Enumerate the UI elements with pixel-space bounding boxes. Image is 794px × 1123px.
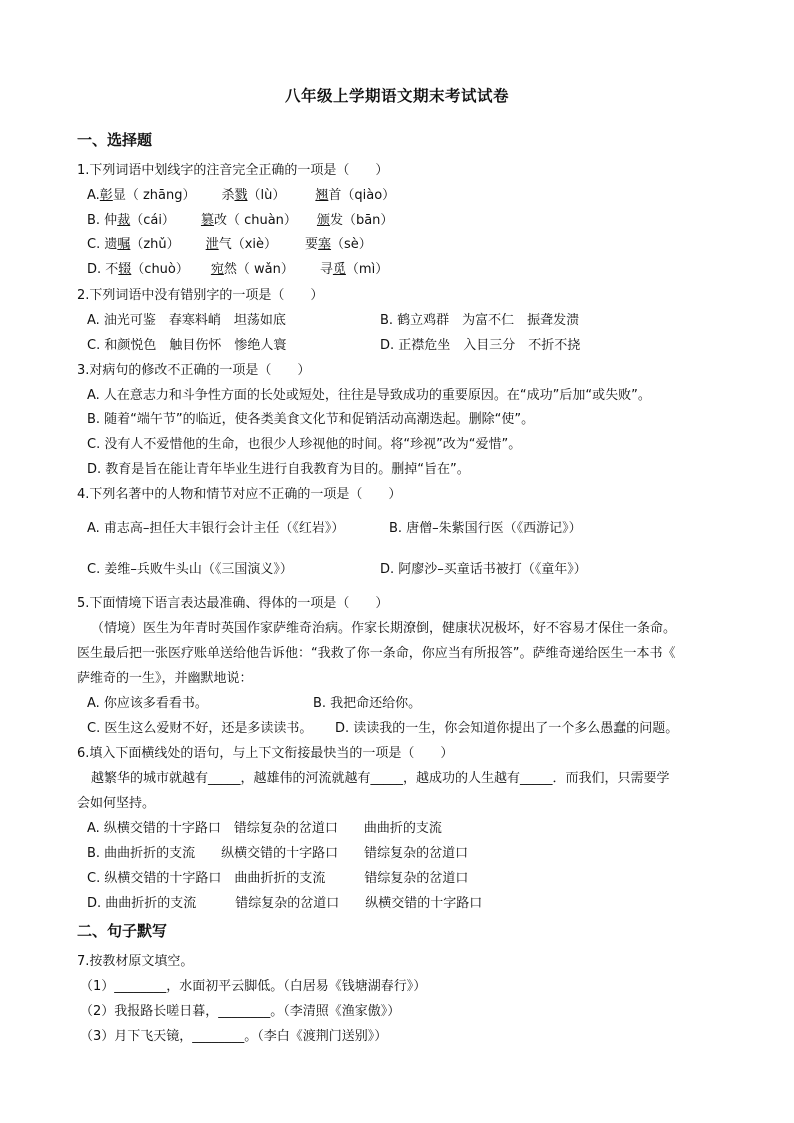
question-1-option-a — [87, 188, 395, 204]
question-2-stem: 2.下列词语中没有错别字的一项是（ ） — [77, 288, 324, 303]
question-6-option-d: D. 曲曲折折的支流 错综复杂的岔道口 纵横交错的十字路口 — [87, 896, 483, 911]
option-label: B. 仲 — [87, 213, 118, 228]
underlined-char: 觅 — [332, 262, 346, 277]
underlined-char: 彰 — [99, 188, 113, 203]
pinyin: 显（ zhāng） — [112, 188, 196, 203]
question-5-option-a: A. 你应该多看看书。 — [87, 696, 208, 711]
word-part: 要 — [305, 237, 319, 252]
question-3-option-c: C. 没有人不爱惜他的生命，也很少人珍视他的时间。将“珍视”改为“爱惜”。 — [87, 437, 522, 452]
page-title: 八年级上学期语文期末考试试卷 — [284, 87, 509, 105]
section-heading-choice: 一、选择题 — [77, 131, 153, 149]
question-4-stem: 4.下列名著中的人物和情节对应不正确的一项是（ ） — [77, 487, 402, 502]
pinyin: （cái） — [130, 213, 175, 228]
question-2-option-b: B. 鹤立鸡群 为富不仁 振聋发溃 — [380, 313, 580, 328]
question-6-context-line-2: 会如何坚持。 — [77, 796, 156, 811]
word-part: 寻 — [319, 262, 333, 277]
underlined-char: 裁 — [117, 213, 131, 228]
question-5-context-line-2: 医生最后把一张医疗账单送给他告诉他：“我救了你一条命，你应当有所报答”。萨维奇递给医生一本书《 — [77, 646, 676, 661]
question-3-option-b: B. 随着“端午节”的临近，使各类美食文化节和促销活动高潮迭起。删除“使”。 — [87, 412, 535, 427]
pinyin: 发（bān） — [329, 213, 394, 228]
question-5-stem: 5.下面情境下语言表达最准确、得体的一项是（ ） — [77, 596, 389, 611]
question-4-option-b: B. 唐僧–朱紫国行医（《西游记》） — [389, 521, 582, 536]
question-3-option-a: A. 人在意志力和斗争性方面的长处或短处，往往是导致成功的重要原因。在“成功”后加“或失败”。 — [87, 388, 651, 403]
question-7-line-3: （3）月下飞天镜，________。（李白《渡荆门送别》） — [80, 1029, 388, 1044]
option-label: C. 遗 — [87, 237, 118, 252]
question-6-option-b: B. 曲曲折折的支流 纵横交错的十字路口 错综复杂的岔道口 — [87, 846, 469, 861]
underlined-char: 嘱 — [117, 237, 131, 252]
underlined-char: 篡 — [200, 213, 214, 228]
pinyin: （mì） — [345, 262, 389, 277]
question-2-option-d: D. 正襟危坐 入目三分 不折不挠 — [380, 338, 581, 353]
underlined-char: 宛 — [210, 262, 224, 277]
question-5-option-c: C. 医生这么爱财不好，还是多读读书。 — [87, 721, 313, 736]
question-3-stem: 3.对病句的修改不正确的一项是（ ） — [77, 363, 311, 378]
question-7-line-2: （2）我报路长嗟日暮，________。（李清照《渔家傲》） — [80, 1004, 401, 1019]
question-2-option-c: C. 和颜悦色 触目伤怀 惨绝人寰 — [87, 338, 287, 353]
word-part: 杀 — [221, 188, 235, 203]
section-heading-recitation: 二、句子默写 — [77, 922, 168, 940]
pinyin: 改（ chuàn） — [213, 213, 297, 228]
question-7-stem: 7.按教材原文填空。 — [77, 954, 194, 969]
question-5-context-line-1: （情境）医生为年青时英国作家萨维奇治病。作家长期潦倒，健康状况极坏，好不容易才保住一条命。 — [91, 621, 677, 636]
question-6-context-line-1: 越繁华的城市就越有_____，越雄伟的河流就越有_____，越成功的人生越有_____．而我们，只需要学 — [91, 771, 670, 786]
question-3-option-d: D. 教育是旨在能让青年毕业生进行自我教育为目的。删掉“旨在”。 — [87, 462, 470, 477]
underlined-char: 戮 — [234, 188, 248, 203]
underlined-char: 塞 — [318, 237, 332, 252]
question-6-option-a: A. 纵横交错的十字路口 错综复杂的岔道口 曲曲折的支流 — [87, 821, 442, 836]
question-5-option-d: D. 读读我的一生，你会知道你提出了一个多么愚蠢的问题。 — [335, 721, 679, 736]
question-5-option-b: B. 我把命还给你。 — [313, 696, 422, 711]
question-4-option-c: C. 姜维–兵败牛头山（《三国演义》） — [87, 562, 293, 577]
pinyin: （sè） — [331, 237, 372, 252]
question-5-context-line-3: 萨维奇的一生》，并幽默地说： — [77, 671, 253, 686]
pinyin: （lù） — [247, 188, 286, 203]
pinyin: （chuò） — [131, 262, 189, 277]
underlined-char: 颁 — [316, 213, 330, 228]
question-1-stem: 1.下列词语中划线字的注音完全正确的一项是（ ） — [77, 163, 389, 178]
pinyin: 首（qiào） — [328, 188, 396, 203]
underlined-char: 翘 — [315, 188, 329, 203]
question-7-line-1: （1）________，水面初平云脚低。（白居易《钱塘湖春行》） — [80, 979, 427, 994]
question-4-option-a: A. 甫志高–担任大丰银行会计主任（《红岩》） — [87, 521, 345, 536]
option-label: A. — [87, 188, 100, 203]
question-6-stem: 6.填入下面横线处的语句，与上下文衔接最快当的一项是（ ） — [77, 746, 454, 761]
pinyin: 然（ wǎn） — [223, 262, 294, 277]
underlined-char: 泄 — [205, 237, 219, 252]
option-label: D. 不 — [87, 262, 119, 277]
question-1-option-d — [87, 262, 388, 278]
question-2-option-a: A. 油光可鉴 春寒料峭 坦荡如底 — [87, 313, 286, 328]
question-1-option-c — [87, 237, 372, 253]
question-1-option-b — [87, 213, 393, 229]
pinyin: （zhǔ） — [130, 237, 180, 252]
pinyin: 气（xiè） — [218, 237, 277, 252]
underlined-char: 辍 — [118, 262, 132, 277]
question-6-option-c: C. 纵横交错的十字路口 曲曲折折的支流 错综复杂的岔道口 — [87, 871, 469, 886]
question-4-option-d: D. 阿廖沙–买童话书被打（《童年》） — [380, 562, 587, 577]
